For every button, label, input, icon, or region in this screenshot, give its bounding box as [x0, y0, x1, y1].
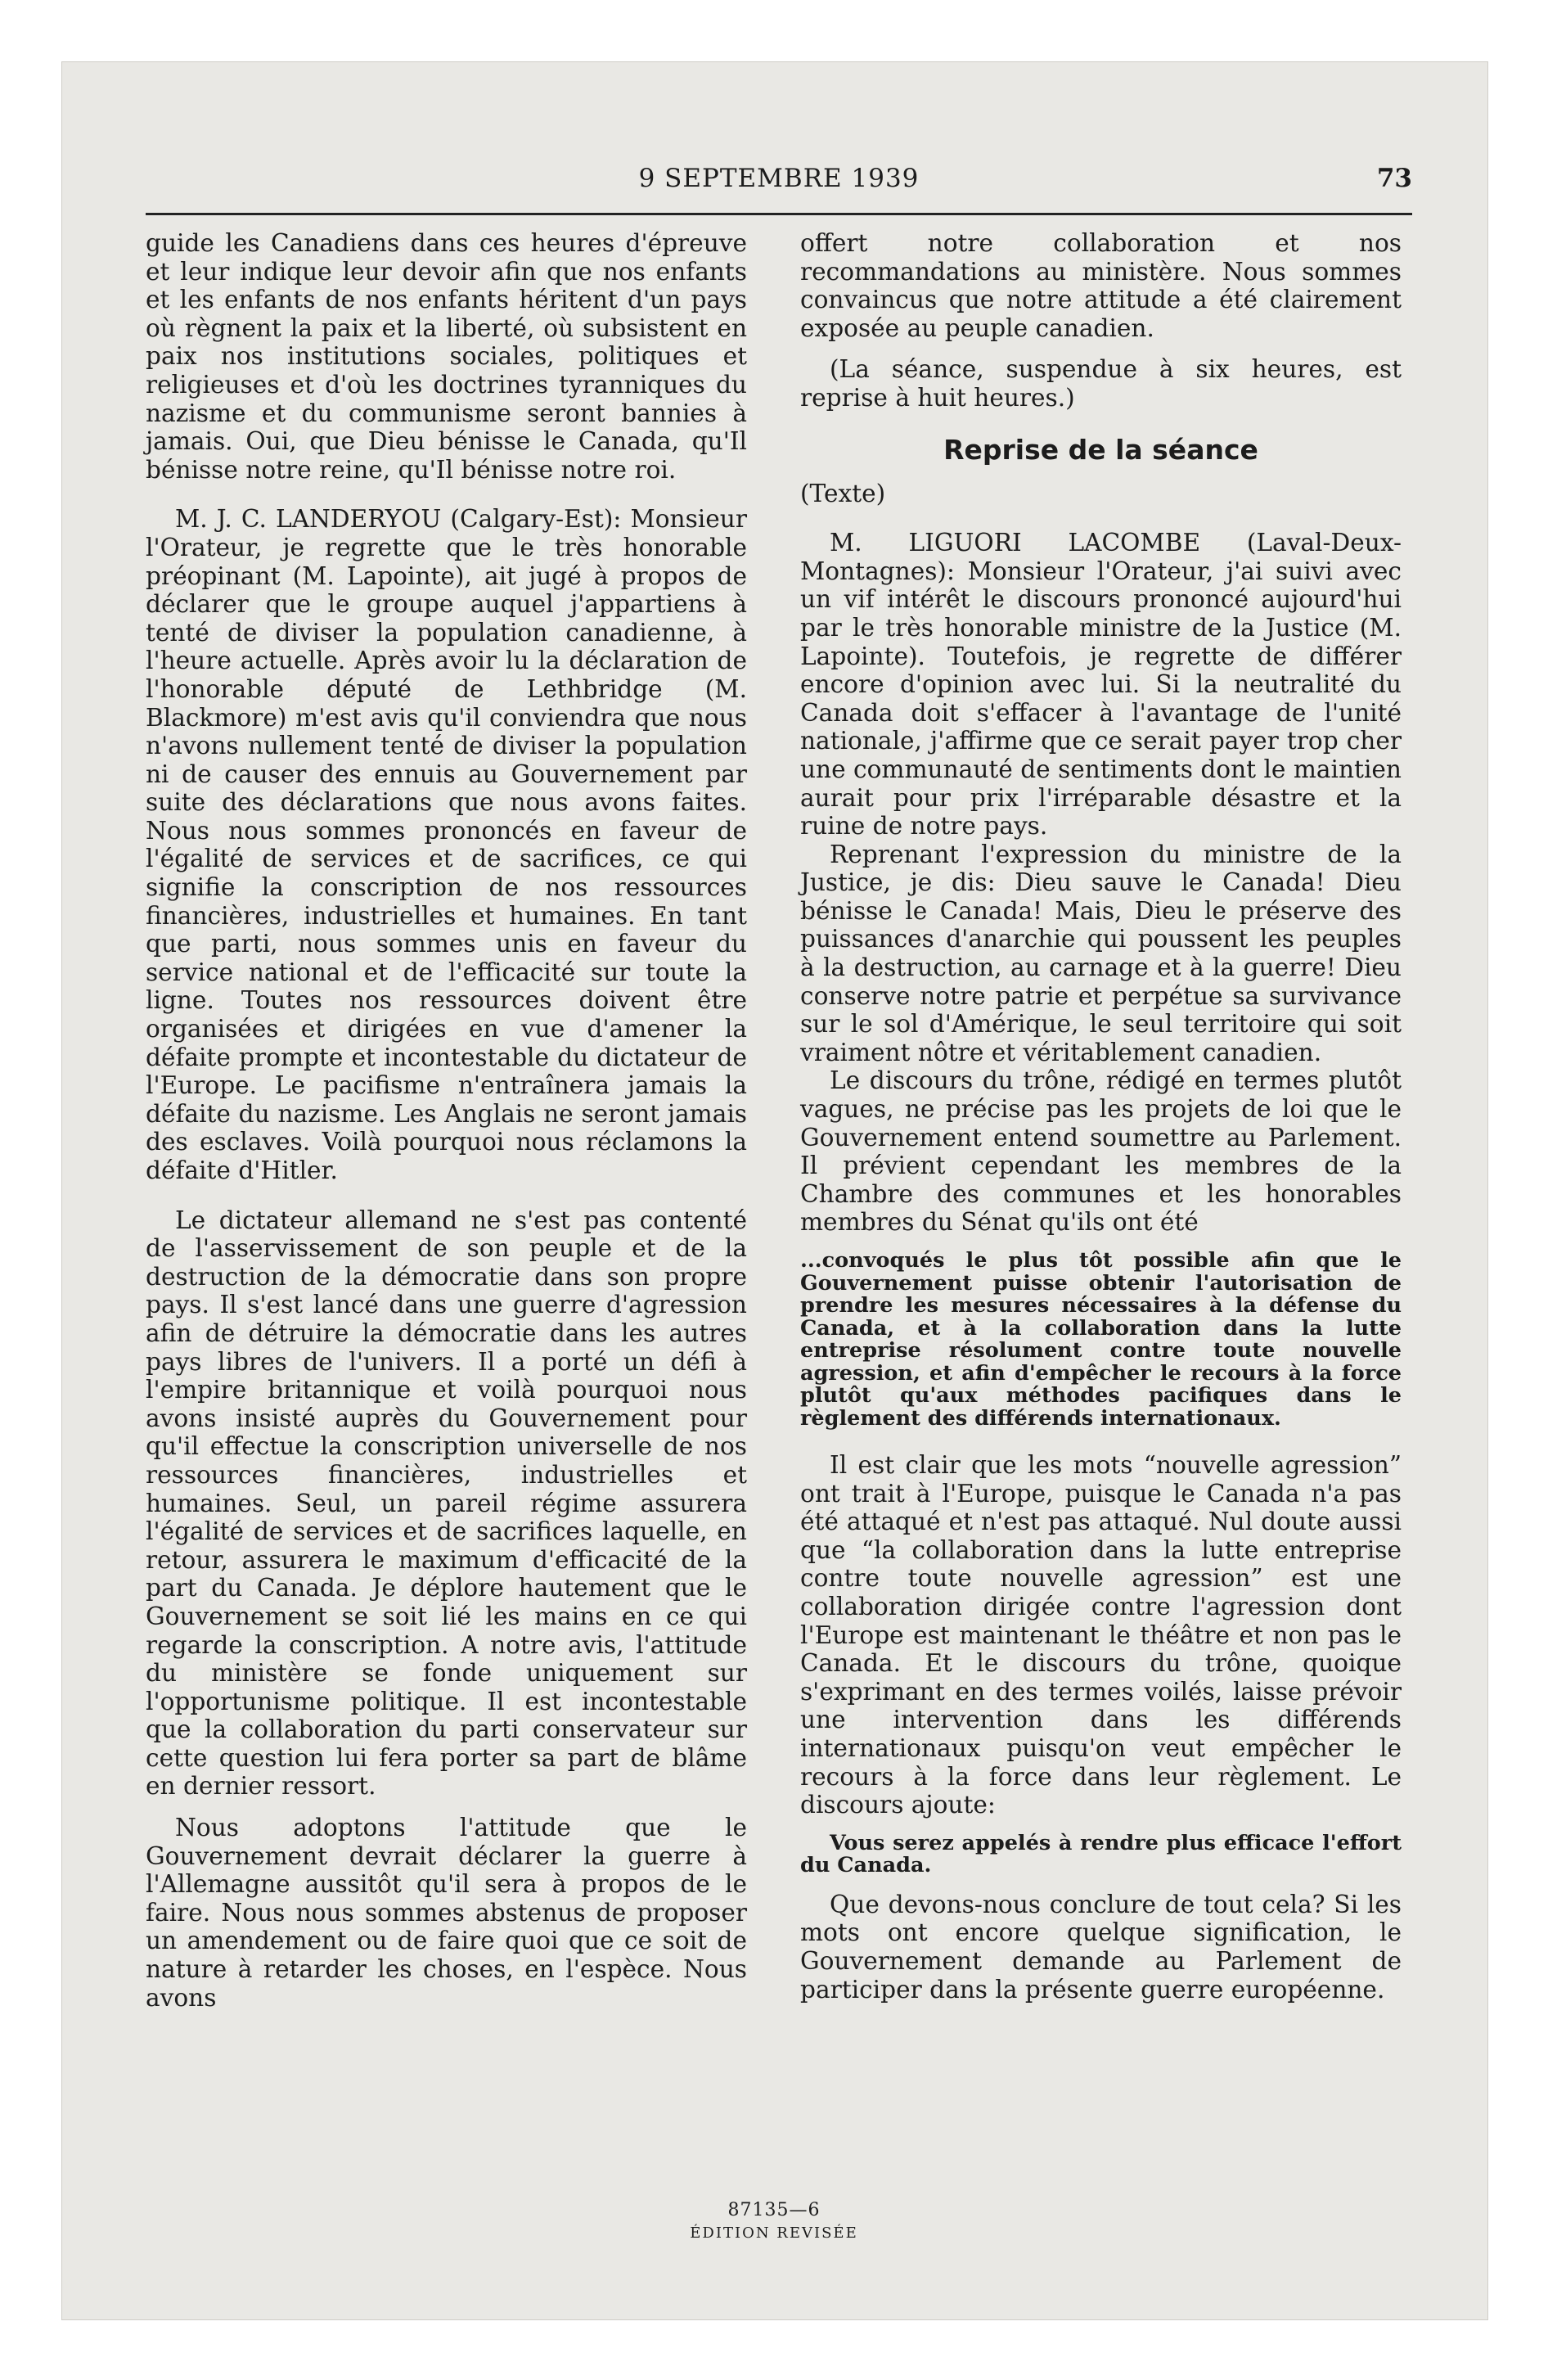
- right-column: [800, 229, 1402, 2004]
- paragraph: Le dictateur allemand ne s'est pas contenté de l'asservissement de son peuple et de la destruction de la démocratie dans son propre pays. Il s'est lancé dans une guerre d'agression afin de détruire la démocratie dans les autres pays libres de l'univers. Il a porté un défi à l'empire britannique et voilà pourquoi nous avons insisté auprès du Gouvernement pour qu'il effectue la conscription universelle de nos ressources financières, industrielles et humaines. Seul, un pareil régime assurera l'égalité de services et de sacrifices laquelle, en retour, assurera le maximum d'efficacité de la part du Canada. Je déplore hautement que le Gouvernement se soit lié les mains en ce qui regarde la conscription. A notre avis, l'attitude du ministère se fonde uniquement sur l'opportunisme politique. Il est incontestable que la collaboration du parti conservateur sur cette question lui fera porter sa part de blâme en dernier ressort.: [146, 1206, 747, 1801]
- footer-code: 87135—6: [727, 2200, 821, 2220]
- page-header: [146, 164, 1412, 213]
- paragraph: offert notre collaboration et nos recommandations au ministère. Nous sommes convaincus que notre attitude a été clairement exposée au peuple canadien.: [800, 229, 1402, 342]
- left-column: [146, 229, 747, 2012]
- text-note: (Texte): [800, 479, 886, 507]
- block-quote: ...convoqués le plus tôt possible afin que le Gouvernement puisse obtenir l'autorisation de prendre les mesures nécessaires à la défense du Canada, et à la collaboration dans la lutte entreprise résolument contre toute nouvelle agression, et afin d'empêcher le recours à la force plutôt qu'aux méthodes pacifiques dans le règlement des différends internationaux.: [800, 1248, 1402, 1431]
- header-rule: [146, 213, 1412, 215]
- section-heading: Reprise de la séance: [943, 433, 1258, 466]
- paragraph: Que devons-nous conclure de tout cela? Si les mots ont encore quelque signification, le Gouvernement demande au Parlement de participer dans la présente guerre européenne.: [800, 1890, 1402, 2004]
- paragraph: Nous adoptons l'attitude que le Gouvernement devrait déclarer la guerre à l'Allemagne aussitôt qu'il sera à propos de le faire. Nous nous sommes abstenus de proposer un amendement ou de faire quoi que ce soit de nature à retarder les choses, en l'espèce. Nous avons: [146, 1814, 747, 2012]
- paragraph-lacombe: M. LIGUORI LACOMBE (Laval-Deux-Montagnes): Monsieur l'Orateur, j'ai suivi avec un vif intérêt le discours prononcé aujourd'hui par le très honorable ministre de la Justice (M. Lapointe). Toutefois, je regrette de différer encore d'opinion avec lui. Si la neutralité du Canada doit s'effacer à l'avantage de l'unité nationale, j'affirme que ce serait payer trop cher une communauté de sentiments dont le maintien aurait pour prix l'irréparable désastre et la ruine de notre pays.: [800, 529, 1402, 841]
- block-quote: Vous serez appelés à rendre plus efficace l'effort du Canada.: [800, 1830, 1402, 1878]
- paragraph: Il est clair que les mots “nouvelle agression” ont trait à l'Europe, puisque le Canada n'a pas été attaqué et n'est pas attaqué. Nul doute aussi que “la collaboration dans la lutte entreprise contre toute nouvelle agression” est une collaboration dirigée contre l'agression dont l'Europe est maintenant le théâtre et non pas le Canada. Et le discours du trône, quoique s'exprimant en des termes voilés, laisse prévoir une intervention dans les différends internationaux puisqu'on veut empêcher le recours à la force dans leur règlement. Le discours ajoute:: [800, 1451, 1402, 1819]
- footer-edition: ÉDITION REVISÉE: [690, 2224, 858, 2242]
- header-date: 9 SEPTEMBRE 1939: [638, 164, 920, 193]
- paragraph: guide les Canadiens dans ces heures d'épreuve et leur indique leur devoir afin que nos enfants et les enfants de nos enfants héritent d'un pays où règnent la paix et la liberté, où subsistent en paix nos institutions sociales, politiques et religieuses et d'où les doctrines tyranniques du nazisme et du communisme seront bannies à jamais. Oui, que Dieu bénisse le Canada, qu'Il bénisse notre reine, qu'Il bénisse notre roi.: [146, 229, 747, 484]
- stage-direction: (La séance, suspendue à six heures, est reprise à huit heures.): [800, 355, 1402, 412]
- page-number: 73: [1376, 164, 1412, 193]
- paragraph: Le discours du trône, rédigé en termes plutôt vagues, ne précise pas les projets de loi que le Gouvernement entend soumettre au Parlement. Il prévient cependant les membres de la Chambre des communes et les honorables membres du Sénat qu'ils ont été: [800, 1066, 1402, 1237]
- paragraph-landeryou: M. J. C. LANDERYOU (Calgary-Est): Monsieur l'Orateur, je regrette que le très honorable préopinant (M. Lapointe), ait jugé à propos de déclarer que le groupe auquel j'appartiens à tenté de diviser la population canadienne, à l'heure actuelle. Après avoir lu la déclaration de l'honorable député de Lethbridge (M. Blackmore) m'est avis qu'il conviendra que nous n'avons nullement tenté de diviser la population ni de causer des ennuis au Gouvernement par suite des déclarations que nous avons faites. Nous nous sommes prononcés en faveur de l'égalité de services et de sacrifices, ce qui signifie la conscription de nos ressources financières, industrielles et humaines. En tant que parti, nous sommes unis en faveur du service national et de l'efficacité sur toute la ligne. Toutes nos ressources doivent être organisées et dirigées en vue d'amener la défaite prompte et incontestable du dictateur de l'Europe. Le pacifisme n'entraînera jamais la défaite du nazisme. Les Anglais ne seront jamais des esclaves. Voilà pourquoi nous réclamons la défaite d'Hitler.: [146, 505, 747, 1184]
- paragraph: Reprenant l'expression du ministre de la Justice, je dis: Dieu sauve le Canada! Dieu bénisse le Canada! Mais, Dieu le préserve des puissances d'anarchie qui poussent les peuples à la destruction, au carnage et à la guerre! Dieu conserve notre patrie et perpétue sa survivance sur le sol d'Amérique, le seul territoire qui soit vraiment nôtre et véritablement canadien.: [800, 840, 1402, 1066]
